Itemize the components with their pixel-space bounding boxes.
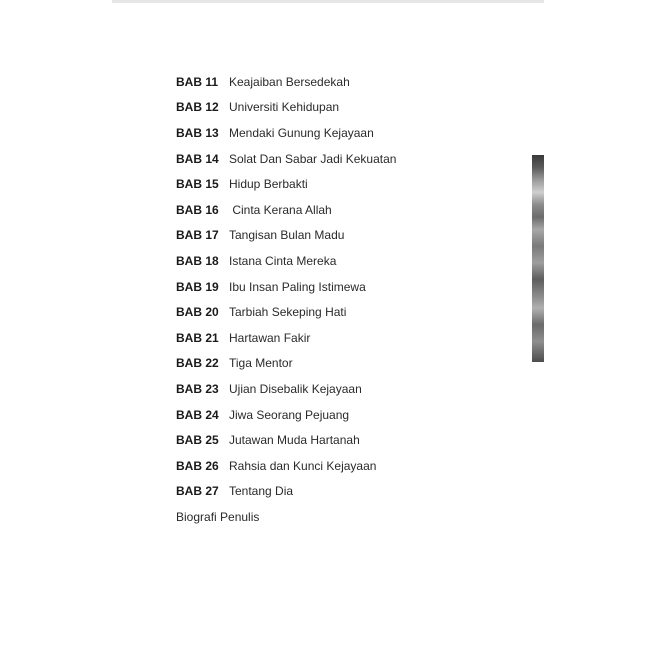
- chapter-title: Istana Cinta Mereka: [229, 253, 337, 268]
- biography-title: Biografi Penulis: [176, 509, 260, 524]
- chapter-title: Tangisan Bulan Madu: [229, 228, 345, 243]
- chapter-title: Tentang Dia: [229, 484, 294, 499]
- chapter-number: BAB 12: [176, 100, 219, 115]
- toc-entry: [176, 120, 396, 146]
- toc-entry: [176, 69, 396, 95]
- toc-entry: [176, 402, 396, 428]
- toc-entry: [176, 351, 396, 377]
- toc-entry: [176, 427, 396, 453]
- toc-entry: [176, 274, 396, 300]
- page-top-edge: [112, 0, 544, 3]
- chapter-number: BAB 13: [176, 125, 219, 140]
- toc-entry: [176, 95, 396, 121]
- chapter-number: BAB 16: [176, 202, 219, 217]
- chapter-number: BAB 11: [176, 74, 219, 89]
- chapter-title: Mendaki Gunung Kejayaan: [229, 125, 374, 140]
- chapter-title: Ujian Disebalik Kejayaan: [229, 381, 362, 396]
- chapter-title: Hartawan Fakir: [229, 330, 311, 345]
- toc-entry: [176, 299, 396, 325]
- chapter-number: BAB 14: [176, 151, 219, 166]
- chapter-number: BAB 20: [176, 305, 219, 320]
- toc-entry: [176, 248, 396, 274]
- chapter-number: BAB 25: [176, 433, 219, 448]
- chapter-title: Ibu Insan Paling Istimewa: [229, 279, 366, 294]
- chapter-title: Keajaiban Bersedekah: [229, 74, 350, 89]
- toc-entry: [176, 479, 396, 505]
- chapter-number: BAB 18: [176, 253, 219, 268]
- chapter-number: BAB 21: [176, 330, 219, 345]
- toc-entry: [176, 453, 396, 479]
- chapter-title: Tiga Mentor: [229, 356, 293, 371]
- toc-entry: [176, 223, 396, 249]
- chapter-number: BAB 23: [176, 381, 219, 396]
- table-of-contents: [176, 69, 396, 530]
- chapter-number: BAB 17: [176, 228, 219, 243]
- chapter-title: Jutawan Muda Hartanah: [229, 433, 360, 448]
- chapter-number: BAB 22: [176, 356, 219, 371]
- toc-entry: [176, 325, 396, 351]
- chapter-title: Universiti Kehidupan: [229, 100, 340, 115]
- toc-entry-biography: [176, 504, 396, 530]
- toc-entry: [176, 171, 396, 197]
- chapter-number: BAB 27: [176, 484, 219, 499]
- toc-entry: [176, 197, 396, 223]
- chapter-number: BAB 24: [176, 407, 219, 422]
- chapter-title: Jiwa Seorang Pejuang: [229, 407, 350, 422]
- chapter-title: Rahsia dan Kunci Kejayaan: [229, 458, 377, 473]
- chapter-number: BAB 26: [176, 458, 219, 473]
- chapter-number: BAB 19: [176, 279, 219, 294]
- chapter-title: Hidup Berbakti: [229, 177, 308, 192]
- chapter-title: Solat Dan Sabar Jadi Kekuatan: [229, 151, 397, 166]
- photo-edge-image: [532, 155, 544, 362]
- chapter-title: Tarbiah Sekeping Hati: [229, 305, 347, 320]
- toc-entry: [176, 146, 396, 172]
- chapter-number: BAB 15: [176, 177, 219, 192]
- chapter-title: Cinta Kerana Allah: [229, 202, 332, 217]
- toc-entry: [176, 376, 396, 402]
